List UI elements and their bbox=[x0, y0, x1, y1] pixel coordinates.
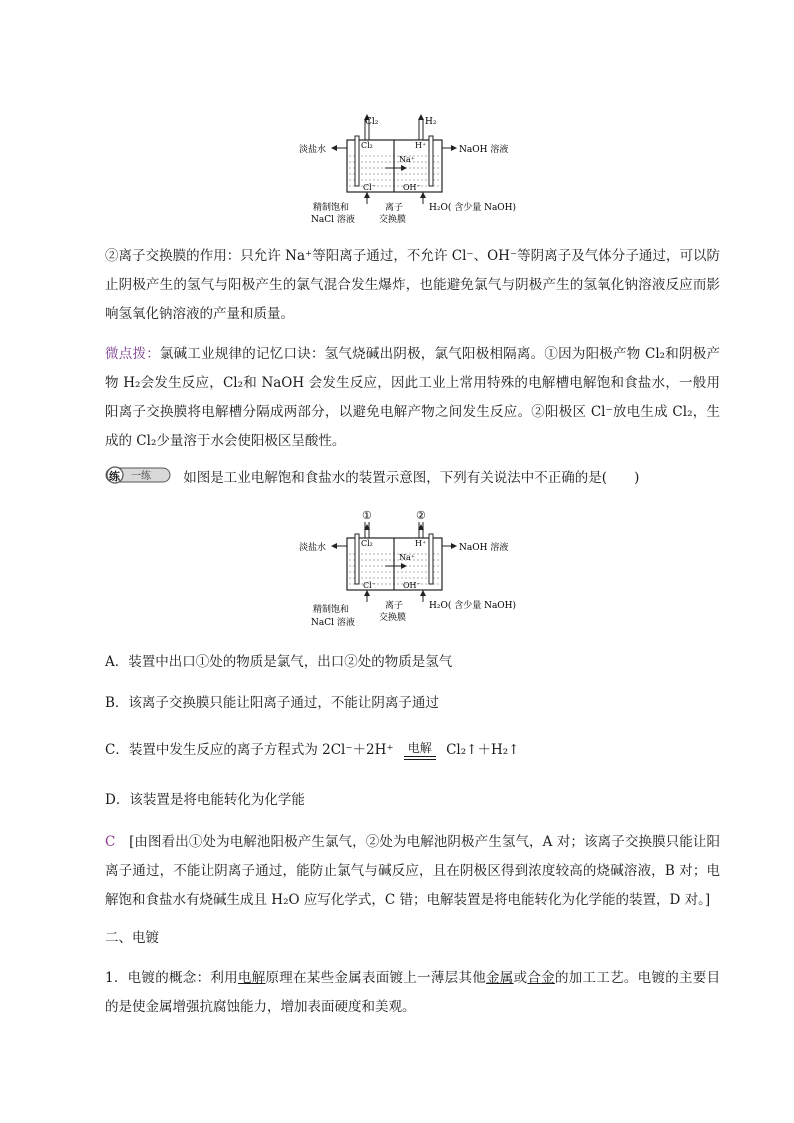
label-top-left: Cl₂ bbox=[365, 117, 379, 127]
answer-text: [由图看出①处为电解池阳极产生氯气，②处为电解池阴极产生氢气，A 对；该离子交换膜只能让阳离子通过，不能让阴离子通过，能防止氯气与碱反应，且在阴极区得到浓度较高的烧碱溶液，B 对；电解饱和食盐水有烧碱生成且 H₂O 应写化学式，C 错；电解装置是将电能转化为化学能的装置，D 对。] bbox=[105, 834, 720, 908]
tip-text: 氯碱工业规律的记忆口诀：氢气烧碱出阴极，氯气阳极相隔离。①因为阳极产物 Cl₂和阴极产物 H₂会发生反应，Cl₂和 NaOH 会发生反应，因此工业上常用特殊的电解槽电解饱和食盐水，一般用阳离子交换膜将电解槽分隔成两部分，以避免电解产物之间发生反应。②阳极区 Cl⁻放电生成 Cl₂，生成的 Cl₂少量溶于水会使阳极区呈酸性。 bbox=[105, 346, 720, 449]
option-c-suffix: Cl₂↑＋H₂↑ bbox=[446, 742, 520, 758]
label-inlet-left-1-2: 精制饱和 bbox=[313, 605, 350, 615]
tip-label: 微点拨： bbox=[105, 346, 160, 362]
label-cl-ion-2: Cl⁻ bbox=[363, 581, 376, 590]
ep-underline-alloy: 合金 bbox=[527, 970, 555, 986]
electrolysis-cell-figure bbox=[295, 112, 535, 227]
membrane-function-paragraph: ②离子交换膜的作用：只允许 Na⁺等阳离子通过，不允许 Cl⁻、OH⁻等阴离子及气体分子通过，可以防止阴极产生的氢气与阳极产生的氯气混合发生爆炸，也能避免氯气与阴极产生的氢氧化钠溶液反应而影响氢氧化钠溶液的产量和质量。 bbox=[105, 248, 720, 322]
label-inlet-left-1: 精制饱和 bbox=[313, 203, 350, 213]
label-na-ion-2: Na⁺ bbox=[399, 553, 415, 562]
label-cl-ion: Cl⁻ bbox=[363, 183, 376, 192]
label-inner-left-2: Cl₂ bbox=[361, 539, 373, 548]
label-oh-ion: OH⁻ bbox=[403, 183, 421, 192]
question-text: 如图是工业电解饱和食盐水的装置示意图，下列有关说法中不正确的是( ) bbox=[183, 470, 640, 486]
label-inlet-right: H₂O( 含少量 NaOH) bbox=[429, 203, 517, 213]
exercise-question-line bbox=[105, 466, 639, 491]
ep-text-4: 的加工工艺。电镀的主要目的是使金属增强抗腐蚀能力，增加表面硬度和美观。 bbox=[105, 970, 721, 1015]
label-inlet-left-2: NaCl 溶液 bbox=[311, 215, 355, 225]
label-left-outlet-2: 淡盐水 bbox=[299, 543, 327, 553]
label-membrane-2: 交换膜 bbox=[379, 215, 407, 225]
option-c-prefix: C．装置中发生反应的离子方程式为 2Cl⁻＋2H⁺ bbox=[105, 742, 394, 758]
label-membrane-1: 离子 bbox=[385, 203, 404, 213]
condition-line-2 bbox=[404, 759, 436, 760]
label-inlet-left-2-2: NaCl 溶液 bbox=[311, 618, 355, 628]
electrolysis-diagram-2 bbox=[295, 508, 535, 628]
option-c bbox=[105, 738, 519, 762]
section-title: 二、电镀 bbox=[105, 930, 159, 946]
electrolysis-condition bbox=[404, 741, 436, 760]
electrolysis-diagram-1 bbox=[295, 112, 535, 227]
ep-underline-electrolysis: 电解 bbox=[237, 970, 266, 986]
label-inlet-right-2: H₂O( 含少量 NaOH) bbox=[429, 601, 517, 611]
label-oh-ion-2: OH⁻ bbox=[403, 581, 421, 590]
label-na-ion: Na⁺ bbox=[399, 155, 415, 164]
label-membrane-2-2: 交换膜 bbox=[379, 613, 407, 623]
practice-badge-char: 练 bbox=[109, 470, 120, 483]
condition-line-1 bbox=[404, 756, 436, 757]
practice-badge-text: 一练 bbox=[131, 471, 151, 482]
label-left-outlet: 淡盐水 bbox=[299, 145, 327, 155]
label-inner-right-2: H⁺ bbox=[415, 539, 427, 548]
label-right-outlet-2: NaOH 溶液 bbox=[459, 543, 509, 553]
option-b: B．该离子交换膜只能让阳离子通过，不能让阴离子通过 bbox=[105, 695, 439, 711]
option-a: A．装置中出口①处的物质是氯气，出口②处的物质是氢气 bbox=[105, 654, 453, 670]
option-d: D．该装置是将电能转化为化学能 bbox=[105, 792, 305, 808]
label-outlet-1: ① bbox=[362, 509, 372, 522]
tip-paragraph bbox=[105, 340, 720, 456]
ep-text-2: 原理在某些金属表面镀上一薄层其他 bbox=[265, 970, 487, 986]
label-outlet-2: ② bbox=[416, 509, 426, 522]
label-top-right: H₂ bbox=[425, 117, 437, 127]
answer-paragraph bbox=[105, 828, 720, 915]
label-inner-left: Cl₂ bbox=[361, 141, 373, 150]
answer-letter: C bbox=[105, 834, 116, 850]
label-membrane-1-2: 离子 bbox=[385, 601, 404, 611]
label-right-outlet: NaOH 溶液 bbox=[459, 145, 509, 155]
ep-text-1: 1．电镀的概念：利用 bbox=[105, 970, 238, 986]
ep-text-3: 或 bbox=[513, 970, 528, 986]
electroplating-paragraph bbox=[105, 964, 720, 1022]
label-inner-right: H⁺ bbox=[415, 141, 427, 150]
ep-underline-metal: 金属 bbox=[486, 970, 514, 986]
electrolysis-cell-figure-2 bbox=[295, 508, 535, 633]
condition-text: 电解 bbox=[407, 741, 432, 755]
